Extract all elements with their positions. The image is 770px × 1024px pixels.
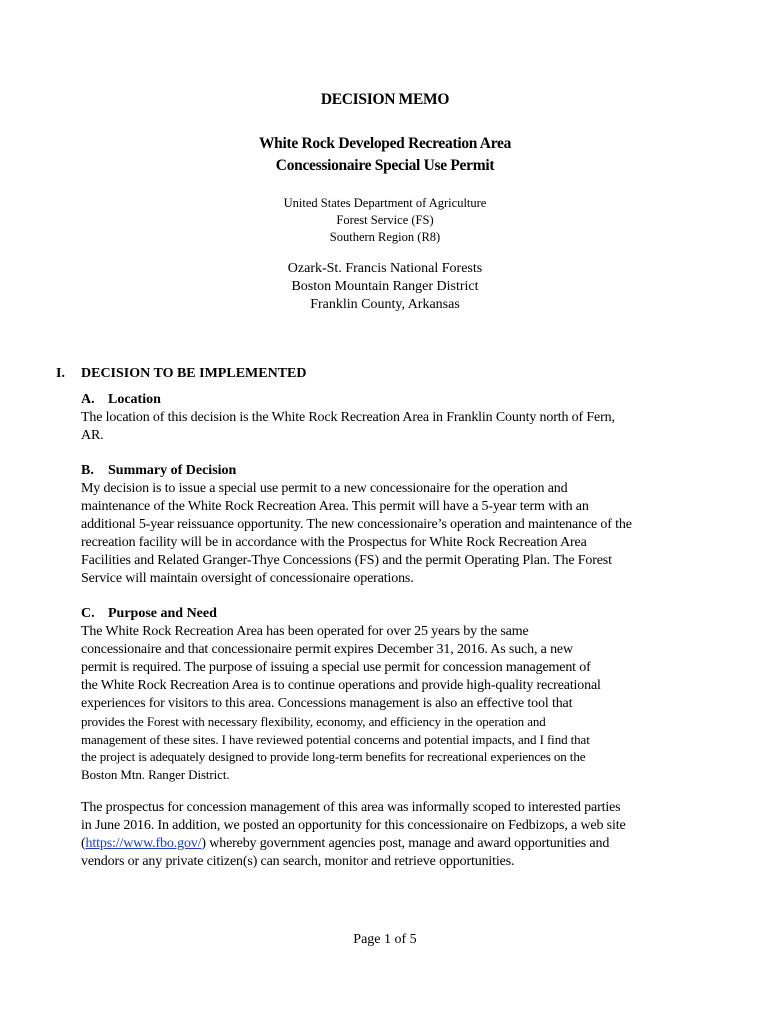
text-line: Boston Mtn. Ranger District.	[81, 766, 230, 782]
forest-line: Franklin County, Arkansas	[310, 297, 460, 312]
text-line: My decision is to issue a special use permit to a new concessionaire for the operation and	[81, 481, 568, 496]
text-line: maintenance of the White Rock Recreation Area. This permit will have a 5-year term with an	[81, 499, 589, 514]
fbo-link[interactable]: https://www.fbo.gov/	[85, 836, 202, 851]
subsection-heading	[81, 605, 721, 623]
paragraph	[81, 480, 721, 588]
subsection-summary	[81, 462, 721, 588]
subsection-location	[81, 391, 721, 445]
subsection-letter: B.	[81, 463, 94, 478]
memo-title: DECISION MEMO	[320, 91, 450, 108]
text-line: vendors or any private citizen(s) can search, monitor and retrieve opportunities.	[81, 854, 515, 869]
paragraph	[81, 409, 721, 445]
text-line: management of these sites. I have reviewed potential concerns and potential impacts, and I find that	[81, 731, 590, 747]
text-line: Facilities and Related Granger-Thye Concessions (FS) and the permit Operating Plan. The Forest	[81, 553, 612, 568]
subsection-heading	[81, 391, 721, 409]
subtitle-line: Concessionaire Special Use Permit	[275, 157, 495, 174]
subsection-letter: C.	[81, 606, 95, 621]
text-line: Service will maintain oversight of concessionaire operations.	[81, 571, 414, 586]
section-number: I.	[56, 366, 65, 381]
subsection-heading	[81, 462, 721, 480]
forest-block	[0, 260, 770, 314]
subsection-purpose	[81, 605, 721, 783]
text-line: the project is adequately designed to provide long-term benefits for recreational experiences on the	[81, 749, 586, 764]
text-fragment: ) whereby government agencies post, manage and award opportunities and	[201, 836, 610, 851]
forest-line: Ozark-St. Francis National Forests	[287, 261, 483, 276]
agency-line: Forest Service (FS)	[336, 213, 434, 227]
text-line: the White Rock Recreation Area is to continue operations and provide high-quality recreational	[81, 678, 601, 693]
agency-block	[0, 195, 770, 246]
section-heading	[56, 366, 306, 382]
subsection-title: Location	[108, 392, 161, 407]
section-title: DECISION TO BE IMPLEMENTED	[81, 366, 307, 381]
paragraph	[81, 623, 721, 713]
prospectus-paragraph	[81, 799, 721, 871]
text-line: AR.	[81, 428, 104, 443]
page-number: Page 1 of 5	[353, 932, 417, 947]
text-line: additional 5-year reissuance opportunity. The new concessionaire’s operation and maintenance of the	[81, 517, 632, 532]
text-line: The location of this decision is the White Rock Recreation Area in Franklin County north of Fern,	[81, 410, 615, 425]
subsection-title: Summary of Decision	[108, 463, 237, 478]
forest-line: Boston Mountain Ranger District	[291, 279, 479, 294]
text-line: provides the Forest with necessary flexibility, economy, and efficiency in the operation and	[81, 714, 546, 729]
memo-subtitle	[0, 133, 770, 177]
text-line: in June 2016. In addition, we posted an opportunity for this concessionaire on Fedbizops, a web site	[81, 818, 626, 833]
text-line: concessionaire and that concessionaire permit expires December 31, 2016. As such, a new	[81, 642, 573, 657]
agency-line: Southern Region (R8)	[329, 230, 441, 244]
text-line: The White Rock Recreation Area has been operated for over 25 years by the same	[81, 624, 529, 639]
text-line: experiences for visitors to this area. Concessions management is also an effective tool that	[81, 696, 573, 711]
subsection-title: Purpose and Need	[108, 606, 217, 621]
agency-line: United States Department of Agriculture	[283, 196, 487, 210]
text-line: recreation facility will be in accordance with the Prospectus for White Rock Recreation Area	[81, 535, 587, 550]
paragraph	[81, 713, 721, 783]
text-line: The prospectus for concession management of this area was informally scoped to interested parties	[81, 800, 621, 815]
text-line	[81, 835, 721, 853]
subsection-letter: A.	[81, 392, 95, 407]
open-paren: (	[81, 836, 86, 851]
text-line: permit is required. The purpose of issuing a special use permit for concession management of	[81, 660, 591, 675]
subtitle-line: White Rock Developed Recreation Area	[258, 135, 512, 152]
paragraph	[81, 799, 721, 871]
